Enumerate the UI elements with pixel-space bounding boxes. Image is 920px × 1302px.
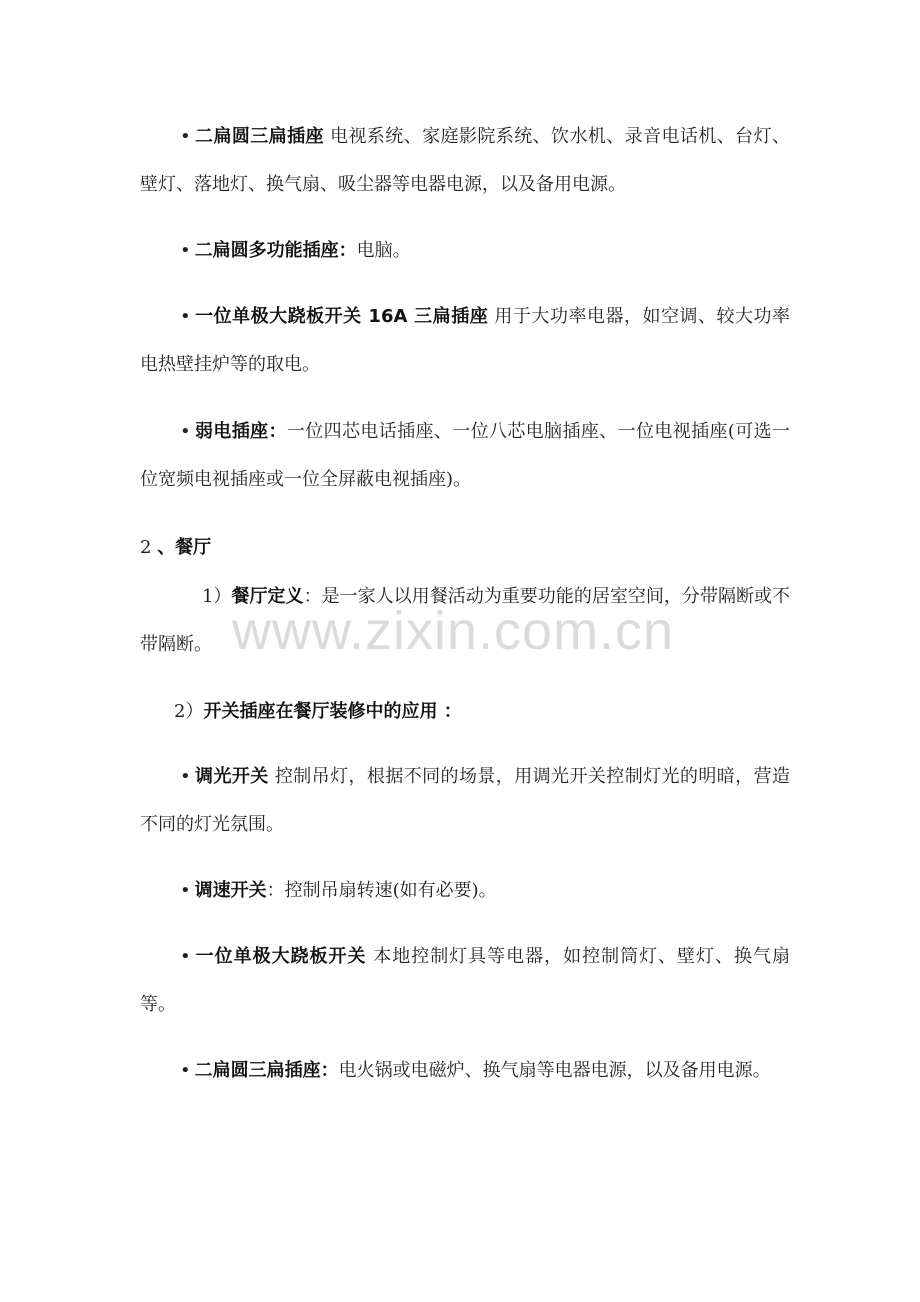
item-text: 电视系统、家庭影院系统、饮水机、录音电话机、台灯、壁灯、落地灯、换气扇、吸尘器等电器电源，以及备用电源。 [140,126,790,195]
list-item [140,1047,790,1095]
list-item [140,293,790,389]
subheading [140,688,790,736]
item-text: 一位四芯电话插座、一位八芯电脑插座、一位电视插座(可选一位宽频电视插座或一位全屏蔽电视插座)。 [140,421,790,490]
bullet-icon: • [180,240,191,261]
item-term: 调速开关 [194,880,267,901]
list-item [140,933,790,1029]
item-text: 电脑。 [356,240,411,261]
item-text: 用于大功率电器，如空调、较大功率电热壁挂炉等的取电。 [140,306,790,375]
bullet-icon: • [180,306,191,327]
list-item [140,867,790,915]
definition-number: 1） [202,586,232,607]
list-item [140,113,790,209]
definition-text: ：是一家人以用餐活动为重要功能的居室空间，分带隔断或不带隔断。 [140,586,791,655]
item-text: ：控制吊扇转速(如有必要)。 [266,880,497,901]
item-term: 调光开关 [194,766,269,787]
section-heading [140,524,790,572]
item-term: 一位单极大跷板开关 16A 三扁插座 [194,306,489,327]
list-item [140,753,790,849]
bullet-icon: • [180,946,191,967]
item-term: 二扁圆三扁插座： [194,1060,339,1081]
section-number: 2 [140,537,158,558]
item-text: 电火锅或电磁炉、换气扇等电器电源，以及备用电源。 [338,1060,771,1081]
item-text: 控制吊灯，根据不同的场景，用调光开关控制灯光的明暗，营造不同的灯光氛围。 [140,766,791,835]
item-text: 本地控制灯具等电器，如控制筒灯、壁灯、换气扇等。 [140,946,790,1015]
subheading-number: 2） [174,701,204,722]
list-item [140,408,790,504]
section-title: 、餐厅 [157,537,212,558]
list-item [140,227,790,275]
definition-paragraph [140,573,790,669]
item-term: 一位单极大跷板开关 [194,946,367,967]
bullet-icon: • [180,880,191,901]
item-term: 二扁圆三扁插座 [194,126,324,147]
watermark: www.zixin.com.cn [232,601,675,661]
subheading-title: 开关插座在餐厅装修中的应用 ： [203,701,462,722]
definition-term: 餐厅定义 [231,586,304,607]
bullet-icon: • [180,1060,191,1081]
bullet-icon: • [180,421,191,442]
bullet-icon: • [180,766,191,787]
item-term: 弱电插座： [194,421,287,442]
item-term: 二扁圆多功能插座： [194,240,357,261]
bullet-icon: • [180,126,191,147]
